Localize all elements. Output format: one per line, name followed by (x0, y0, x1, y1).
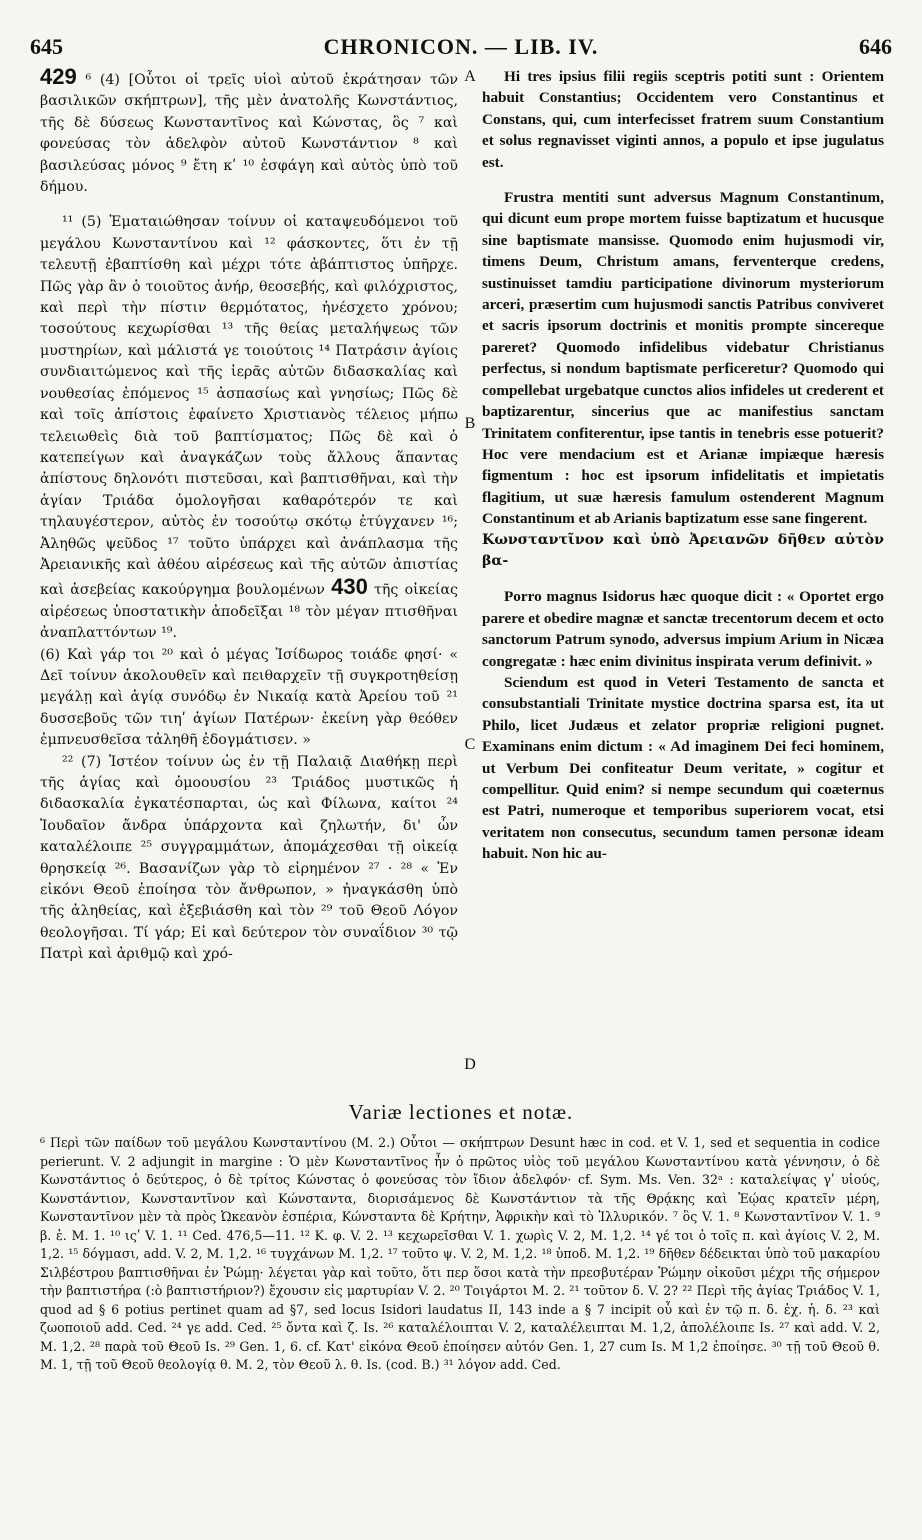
paragraph-5-greek (40, 212, 458, 644)
paragraph-5-greek-text-a: ¹¹ (5) Ἐματαιώθησαν τοίνυν οἱ καταψευδόμενοι τοῦ μεγάλου Κωνσταντίνου καὶ ¹² φάσκοντες, ὅτι ἐν τῇ τελευτῇ ἐβαπτίσθη καὶ μέχρι τότε ἀβάπτιστος ὑπῆρχε. Πῶς γὰρ ἂν ὁ τοιοῦτος ἀνήρ, θεοσεβής, καὶ φιλόχριστος, καὶ περὶ τὴν πίστιν θερμότατος, ἠνέσχετο χρόνου; τοσούτους κεχωρίσθαι ¹³ τῆς θείας μεταλήψεως τῶν μυστηρίων, καὶ μάλιστά γε τοιούτοις ¹⁴ Πατράσιν ἁγίοις συνδιαιτώμενος καὶ τῆς ἱερᾶς αὐτῶν διδασκαλίας καὶ νουθεσίας ἐπόμενος ¹⁵ ἀσπασίως καὶ γνησίως; Πῶς δὲ καὶ τοῖς ἀπίστοις ἐφαίνετο Χριστιανὸς τέλειος μήπω τελειωθεὶς διὰ τοῦ βαπτίσματος; Πῶς δὲ καὶ ὁ κατεπείγων καὶ ἀναγκάζων τοὺς ἄλλους ἅπαντας ἀπίστους δηλονότι πιστεῦσαι, καὶ βαπτισθῆναι, καὶ τὴν ἁγίαν Τριάδα ὁμολογῆσαι καθαρότερόν τε καὶ τηλαυγέστερον, αὐτὸς ἐν τοσούτῳ σκότῳ ἐτύγχανεν ¹⁶; Ἀληθῶς ψεῦδος ¹⁷ τοῦτο ὑπάρχει καὶ ἀνάπλασμα τῆς Ἀρειανικῆς καὶ ἀθέου αἱρέσεως καὶ τῆς αὐτῶν ἀπιστίας καὶ ἀσεβείας κακούργημα βουλομένων (40, 214, 458, 599)
variant-readings-notes (40, 1134, 880, 1375)
margin-letter-c: C (464, 736, 476, 753)
running-head (30, 30, 892, 66)
paragraph-4-latin: Hi tres ipsius filii regiis sceptris potiti sunt : Orientem habuit Constantius; Occidentem vero Constantinus et Constans, qui, cum interfecisset fratrem suum Constantium et solus regnavisset viginti annos, a populo et ipse jugulatus est. (482, 68, 884, 171)
margin-letter-b: B (464, 415, 476, 432)
page-marker-430: 430 (331, 574, 368, 600)
page-marker-429: 429 (40, 64, 77, 89)
paragraph-7-latin: Sciendum est quod in Veteri Testamento de sancta et consubstantiali Trinitate mystice doctrina sparsa est, ita ut Philo, licet Judæus et zelator propriæ religioni pugnet. Examinans enim dictum : « Ad imaginem Dei feci hominem, ut Verbum Dei confiteatur Deum veritate, » cogitur et compellitur. Quid enim? si nempe secundum qui coæternus est Patri, numeroque et temporibus superiorem vocat, etsi veritatem non consecutus, secundum tamen personæ ideam habuit. Non hic au- (482, 673, 884, 863)
page-number-left: 645 (30, 34, 63, 59)
latin-column (482, 66, 884, 865)
paragraph-7-greek: ²² (7) Ἰστέον τοίνυν ὡς ἐν τῇ Παλαιᾷ Διαθήκῃ περὶ τῆς ἁγίας καὶ ὁμοουσίου ²³ Τριάδος μυστικῶς ἡ διδασκαλία ἐγκατέσπαρται, ὡς καὶ Φίλωνα, καίτοι ²⁴ Ἰουδαῖον ἄνδρα ὑπάρχοντα καὶ ζηλωτήν, δι' ὧν καταλέλοιπε ²⁵ συγγραμμάτων, ἀπομάχεσθαι τῇ οἰκείᾳ θρησκείᾳ ²⁶. Βασανίζων γὰρ τὸ εἰρημένον ²⁷ · ²⁸ « Ἐν εἰκόνι Θεοῦ ἐποίησα τὸν ἄνθρωπον, » ἠναγκάσθη ὑπὸ τῆς ἀληθείας, καὶ ἐξεβιάσθη καὶ τὸν ²⁹ τοῦ Θεοῦ Λόγον θεολογῆσαι. Τί γάρ; Εἰ καὶ δεύτερον τὸν συναΐδιον ³⁰ τῷ Πατρὶ καὶ ἀριθμῷ καὶ χρό- (40, 753, 458, 963)
margin-letter-d: D (464, 1056, 476, 1073)
notes-heading: Variæ lectiones et notæ. (348, 1100, 574, 1124)
paragraph-5-latin: Frustra mentiti sunt adversus Magnum Constantinum, qui dicunt eum prope mortem fuisse baptizatum et hucusque sine baptismate mansisse. Quomodo enim hujusmodi vir, timens Deum, Christum amans, ferventerque credens, sustinuisset tamdiu participatione divinorum mysteriorum arceri, præsertim cum hujusmodi sanctis Patribus conviveret et sacris ipsorum doctrinis et monitis prompte sincereque pareret? Quomodo infidelibus videbatur Christianus perfectus, si nondum baptismate perficeretur? Quomodo qui compellebat urgebatque cunctos alios infideles ut crederent et baptizarentur, sincerius que ac manifestius sanctam Trinitatem confiterentur, ipse tantis in tenebris esse potuerit? Hoc vere mendacium est et Arianæ impiæque hæresis figmentum : hoc est ipsorum infidelitatis et impietatis flagitium, ut suæ hæresis famulum ostenderent Magnum Constantinum et ab Arianis baptizatum esse sane fingerent. (482, 189, 884, 528)
greek-continuation-line: Κωνσταντῖνον καὶ ὑπὸ Ἀρειανῶν δῆθεν αὐτὸν βα- (482, 531, 884, 569)
paragraph-4-greek (40, 66, 458, 198)
running-title: CHRONICON. — LIB. IV. (323, 34, 599, 59)
paragraph-6-latin: Porro magnus Isidorus hæc quoque dicit : « Oportet ergo parere et obedire magnæ et sanctæ trecentorum decem et octo sanctorum Patrum synodo, adversus impium Arium in Nicæa congregatæ : hæc enim divinitus inspirata verum definivit. » (482, 588, 884, 670)
paragraph-4-greek-text: ⁶ (4) [Οὗτοι οἱ τρεῖς υἱοὶ αὐτοῦ ἐκράτησαν τῶν βασιλικῶν σκήπτρων], τῆς μὲν ἀνατολῆς Κωνστάντιος, τῆς δὲ δύσεως Κωνσταντῖνος καὶ Κώνστας, ὃς ⁷ καὶ φονεύσας τὸν ἀδελφὸν αὐτοῦ Κωνστάντιον ⁸ καὶ βασιλεύσας μόνος ⁹ ἔτη κʹ ¹⁰ ἐσφάγη καὶ αὐτὸς ὑπὸ τοῦ δήμου. (40, 72, 458, 196)
greek-column (40, 66, 458, 966)
paragraph-6-greek: (6) Καὶ γάρ τοι ²⁰ καὶ ὁ μέγας Ἰσίδωρος τοιάδε φησί· « Δεῖ τοίνυν ἀκολουθεῖν καὶ πειθαρχεῖν τῇ συγκροτηθείσῃ μεγάλῃ καὶ ἁγίᾳ συνόδῳ ἐν Νικαίᾳ κατὰ Ἀρείου τοῦ ²¹ δυσσεβοῦς τῶν τιηʹ ἁγίων Πατέρων· ἐκείνη γὰρ θεόθεν ἐμπνευσθεῖσα τἀληθῆ ἐδογμάτισεν. » (40, 646, 458, 749)
page-number-right: 646 (859, 34, 892, 59)
notes-text: ⁶ Περὶ τῶν παίδων τοῦ μεγάλου Κωνσταντίνου (M. 2.) Οὗτοι — σκήπτρων Desunt hæc in cod. et V. 1, sed et sequentia in codice perierunt. V. 2 adjungit in margine : Ὁ μὲν Κωνσταντῖνος ἦν ὁ πρῶτος υἱὸς τοῦ μεγάλου Κωνσταντίνου κατὰ γέννησιν, ὁ δὲ Κωνστάντιος ὁ δεύτερος, ὁ δὲ τρίτος Κώνστας ὁ φονεύσας τὸν ἴδιον ἀδελφόν· cf. Sym. Ms. Ven. 32ᵃ : καταλείψας γʹ υἱούς, Κωνστάντιον, Κωνσταντῖνον καὶ Κώνσταντα, διορισάμενος δὲ Κωνστάντιον τὰ τῆς Θρᾴκης καὶ Ἑῴας κρατεῖν μέρη, Κωνσταντῖνον μὲν τὰ πρὸς Ὠκεανὸν ἑσπέρια, Κώνσταντα δὲ Κρήτην, Ἀφρικὴν καὶ τὸ Ἰλλυρικόν. ⁷ ὃς V. 1. ⁸ Κωνσταντῖνον V. 1. ⁹ β. ἐ. M. 1. ¹⁰ ιςʹ V. 1. ¹¹ Ced. 476,5—11. ¹² K. φ. V. 2. ¹³ κεχωρεῖσθαι V. 1. χωρὶς V. 2, M. 1,2. ¹⁴ γέ τοι ὁ τοῖς π. καὶ ἁγίοις V. 2, M. 1,2. ¹⁵ δόγμασι, add. V. 2, M. 1,2. ¹⁶ τυγχάνων M. 1,2. ¹⁷ τοῦτο ψ. V. 2, M. 1,2. ¹⁸ ὑποδ. M. 1,2. ¹⁹ δῆθεν δέδεικται ὑπὸ τοῦ μακαρίου Σιλβέστρου βαπτισθῆναι ἐν Ῥώμῃ· λέγεται γὰρ καὶ τοῦτο, ὅτι περ ὅσοι κατὰ τὴν πρεσβυτέραν Ῥώμην οἰκοῦσι μέχρι τῆς σήμερον τὴν βαπτιστήρα (:ὸ βαπτιστήριον?) ἔχουσιν εἰς μαρτυρίαν V. 2. ²⁰ Τοιγάρτοι M. 2. ²¹ τοῦτον δ. V. 2? ²² Περὶ τῆς ἁγίας Τριάδος V. 1, quod ad § 6 potius pertinet quam ad §7, sed locus Isidori laudatus II, 143 inde a § 7 incipit οὗ καὶ ἐν τῷ π. δ. ἐχ. ἡ. δ. ²³ καὶ ζωοποιοῦ add. Ced. ²⁴ γε add. Ced. ²⁵ ὄντα καὶ ζ. Is. ²⁶ καταλέλοιπται V. 2, καταλέλειπται M. 1,2, ἀπολέλοιπε Is. ²⁷ καὶ add. V. 2, M. 1,2. ²⁸ παρὰ τοῦ Θεοῦ Is. ²⁹ Gen. 1, 6. cf. Κατ' εἰκόνα Θεοῦ ἐποίησεν αὐτόν Gen. 1, 27 cum Is. M 1,2 ἐποίησε. ³⁰ τῇ τοῦ Θεοῦ θ. M. 1, τῇ τοῦ Θεοῦ θεολογίᾳ θ. M. 2, τὸν Θεοῦ λ. θ. Is. (cod. B.) ³¹ λόγον add. Ced. (40, 1135, 880, 1372)
margin-letter-a: A (464, 68, 476, 85)
paragraph-5-greek-text-b: τῆς οἰκείας αἱρέσεως ὑποστατικὴν ἀποδεῖξαι ¹⁸ τὸν μέγαν πτισθῆναι ἀναπλαττόντων ¹⁹. (40, 582, 458, 642)
